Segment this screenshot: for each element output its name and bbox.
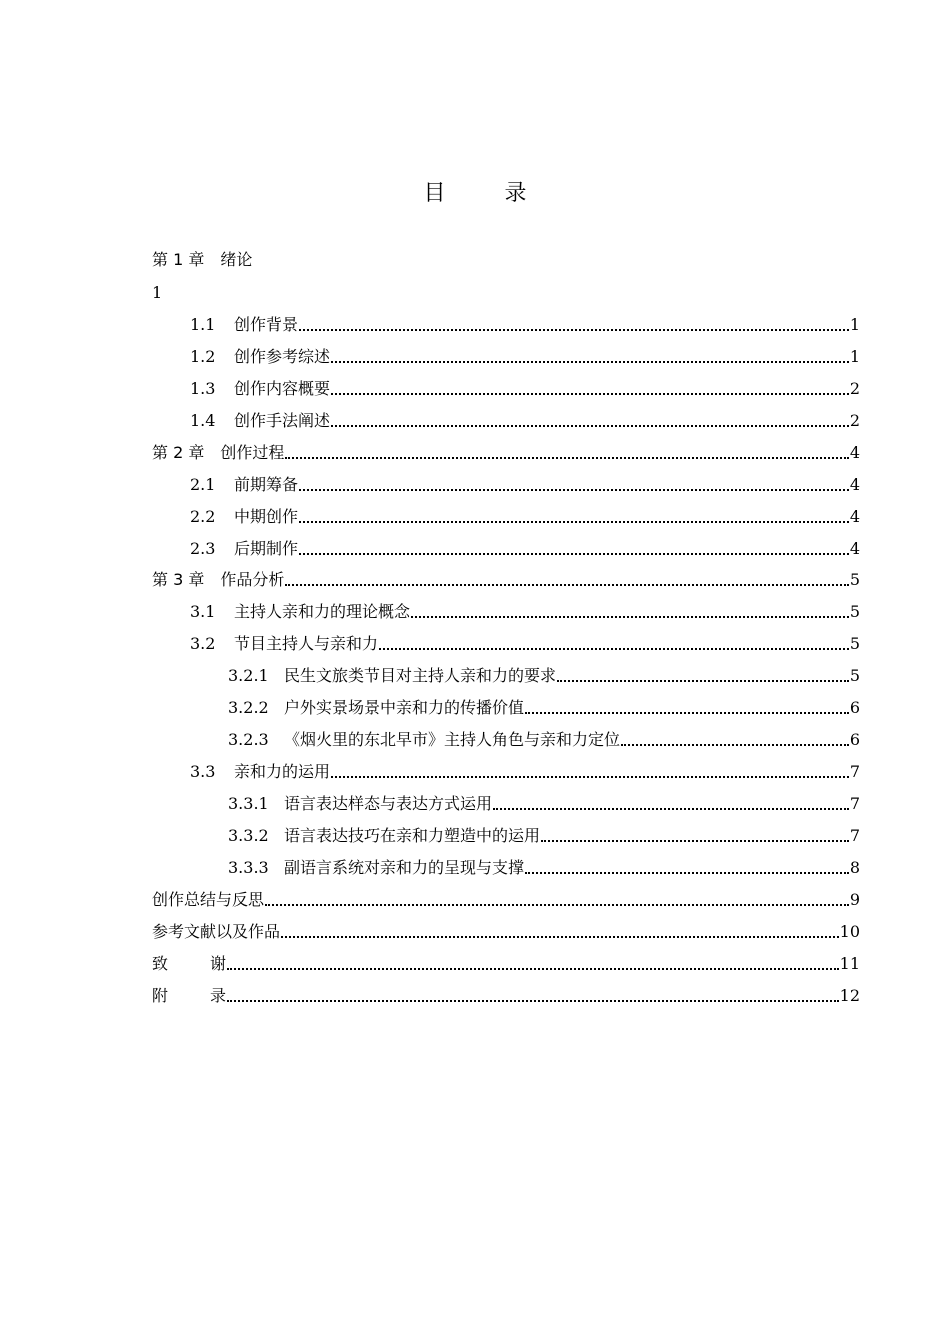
dot-leader bbox=[331, 425, 849, 427]
toc-subsection-3-3-2[interactable] bbox=[228, 822, 860, 846]
toc-subsection-3-2-1[interactable] bbox=[228, 662, 860, 686]
section-number: 3.1 bbox=[190, 602, 216, 621]
toc-chapter-2[interactable] bbox=[152, 439, 860, 463]
dot-leader bbox=[281, 936, 839, 938]
page-number: 4 bbox=[849, 443, 860, 462]
page-number: 12 bbox=[839, 986, 860, 1005]
dot-leader bbox=[621, 744, 849, 746]
appendix-char-1: 附 bbox=[152, 986, 169, 1005]
page-number: 7 bbox=[849, 826, 860, 845]
page-number: 9 bbox=[849, 890, 860, 909]
toc-acknowledgements[interactable] bbox=[152, 950, 860, 974]
dot-leader bbox=[525, 712, 849, 714]
appendix-char-2: 录 bbox=[210, 986, 227, 1005]
page-number: 4 bbox=[849, 539, 860, 558]
dot-leader bbox=[227, 968, 839, 970]
page-number: 8 bbox=[849, 858, 860, 877]
page-number: 11 bbox=[839, 954, 860, 973]
toc-section-2-2[interactable] bbox=[190, 503, 860, 527]
dot-leader bbox=[331, 361, 849, 363]
subsection-number: 3.3.2 bbox=[228, 826, 269, 845]
subsection-title: 副语言系统对亲和力的呈现与支撑 bbox=[284, 858, 525, 877]
section-number: 3.2 bbox=[190, 634, 216, 653]
toc-chapter-1[interactable] bbox=[152, 246, 252, 270]
dot-leader bbox=[493, 808, 849, 810]
section-title: 亲和力的运用 bbox=[234, 762, 331, 781]
toc-title-char-2: 录 bbox=[504, 181, 527, 206]
section-title: 节目主持人与亲和力 bbox=[234, 634, 379, 653]
toc-section-3-3[interactable] bbox=[190, 758, 860, 782]
dot-leader bbox=[299, 521, 849, 523]
acknowledgements-char-2: 谢 bbox=[210, 954, 227, 973]
subsection-title: 语言表达技巧在亲和力塑造中的运用 bbox=[284, 826, 541, 845]
section-title: 后期制作 bbox=[234, 539, 299, 558]
subsection-number: 3.3.3 bbox=[228, 858, 269, 877]
section-title: 创作内容概要 bbox=[234, 379, 331, 398]
acknowledgements-char-1: 致 bbox=[152, 954, 169, 973]
section-number: 1.2 bbox=[190, 347, 216, 366]
references-title: 参考文献以及作品 bbox=[152, 922, 281, 941]
subsection-title: 语言表达样态与表达方式运用 bbox=[284, 794, 493, 813]
toc-title-char-1: 目 bbox=[423, 181, 446, 206]
dot-leader bbox=[411, 616, 849, 618]
toc-section-1-1[interactable] bbox=[190, 311, 860, 335]
toc-subsection-3-2-3[interactable] bbox=[228, 726, 860, 750]
dot-leader bbox=[227, 1000, 839, 1002]
toc-chapter-1-page: 1 bbox=[152, 283, 163, 302]
page-number: 2 bbox=[849, 379, 860, 398]
section-title: 主持人亲和力的理论概念 bbox=[234, 602, 411, 621]
subsection-title: 民生文旅类节目对主持人亲和力的要求 bbox=[284, 666, 557, 685]
dot-leader bbox=[541, 840, 849, 842]
section-number: 2.1 bbox=[190, 475, 216, 494]
dot-leader bbox=[379, 648, 849, 650]
page-number: 5 bbox=[849, 666, 860, 685]
section-title: 创作参考综述 bbox=[234, 347, 331, 366]
page-number: 4 bbox=[849, 507, 860, 526]
toc-summary[interactable] bbox=[152, 886, 860, 910]
dot-leader bbox=[331, 393, 849, 395]
toc-appendix[interactable] bbox=[152, 982, 860, 1006]
page-number: 6 bbox=[849, 730, 860, 749]
toc-subsection-3-2-2[interactable] bbox=[228, 694, 860, 718]
page-number: 4 bbox=[849, 475, 860, 494]
subsection-title: 《烟火里的东北早市》主持人角色与亲和力定位 bbox=[284, 730, 621, 749]
subsection-number: 3.2.2 bbox=[228, 698, 269, 717]
subsection-number: 3.2.3 bbox=[228, 730, 269, 749]
chapter-number: 第 3 章 bbox=[152, 570, 205, 589]
chapter-number: 第 1 章 bbox=[152, 250, 205, 269]
chapter-title: 创作过程 bbox=[220, 443, 285, 462]
page-number: 7 bbox=[849, 762, 860, 781]
toc-section-1-3[interactable] bbox=[190, 375, 860, 399]
section-number: 1.3 bbox=[190, 379, 216, 398]
subsection-number: 3.3.1 bbox=[228, 794, 269, 813]
dot-leader bbox=[265, 904, 849, 906]
subsection-number: 3.2.1 bbox=[228, 666, 269, 685]
summary-title: 创作总结与反思 bbox=[152, 890, 265, 909]
toc-section-3-1[interactable] bbox=[190, 598, 860, 622]
section-number: 1.4 bbox=[190, 411, 216, 430]
toc-chapter-3[interactable] bbox=[152, 566, 860, 590]
toc-references[interactable] bbox=[152, 918, 860, 942]
dot-leader bbox=[557, 680, 849, 682]
page-number: 2 bbox=[849, 411, 860, 430]
section-number: 2.3 bbox=[190, 539, 216, 558]
page-number: 6 bbox=[849, 698, 860, 717]
toc-section-1-2[interactable] bbox=[190, 343, 860, 367]
dot-leader bbox=[299, 553, 849, 555]
page-number: 1 bbox=[849, 347, 860, 366]
toc-section-1-4[interactable] bbox=[190, 407, 860, 431]
subsection-title: 户外实景场景中亲和力的传播价值 bbox=[284, 698, 525, 717]
toc-subsection-3-3-1[interactable] bbox=[228, 790, 860, 814]
page-number: 5 bbox=[849, 570, 860, 589]
dot-leader bbox=[299, 329, 849, 331]
chapter-number: 第 2 章 bbox=[152, 443, 205, 462]
section-number: 2.2 bbox=[190, 507, 216, 526]
page-number: 7 bbox=[849, 794, 860, 813]
dot-leader bbox=[525, 872, 849, 874]
chapter-title: 绪论 bbox=[220, 250, 253, 269]
toc-title bbox=[0, 176, 950, 207]
toc-subsection-3-3-3[interactable] bbox=[228, 854, 860, 878]
page-number: 1 bbox=[849, 315, 860, 334]
section-title: 前期筹备 bbox=[234, 475, 299, 494]
page-number: 10 bbox=[839, 922, 860, 941]
section-number: 1.1 bbox=[190, 315, 216, 334]
section-title: 中期创作 bbox=[234, 507, 299, 526]
chapter-title: 作品分析 bbox=[220, 570, 285, 589]
section-number: 3.3 bbox=[190, 762, 216, 781]
page-number: 5 bbox=[849, 634, 860, 653]
section-title: 创作背景 bbox=[234, 315, 299, 334]
dot-leader bbox=[285, 457, 848, 459]
section-title: 创作手法阐述 bbox=[234, 411, 331, 430]
dot-leader bbox=[331, 776, 849, 778]
dot-leader bbox=[285, 584, 848, 586]
page-number: 5 bbox=[849, 602, 860, 621]
toc-section-3-2[interactable] bbox=[190, 630, 860, 654]
toc-section-2-1[interactable] bbox=[190, 471, 860, 495]
toc-section-2-3[interactable] bbox=[190, 535, 860, 559]
dot-leader bbox=[299, 489, 849, 491]
